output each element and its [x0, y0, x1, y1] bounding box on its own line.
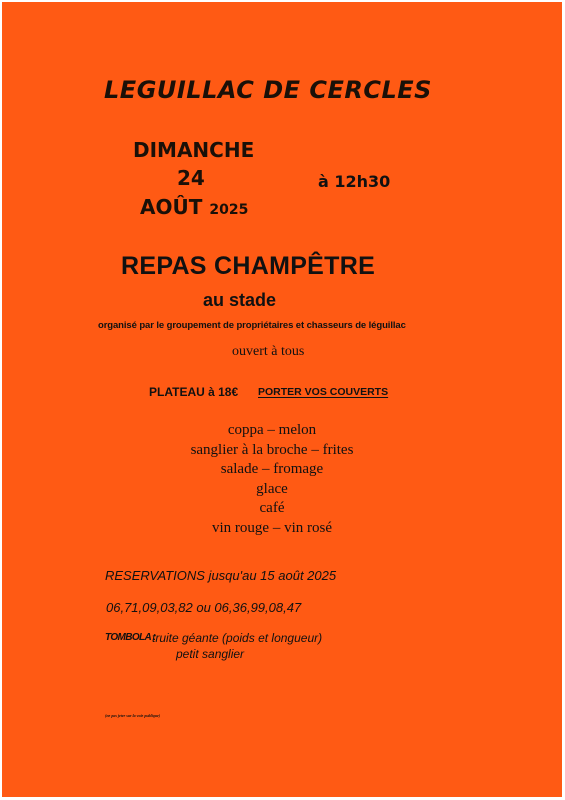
menu-item: sanglier à la broche – frites	[190, 441, 354, 458]
date-day: 24	[177, 166, 205, 190]
tombola-label: TOMBOLA :	[105, 632, 156, 643]
bring-cutlery-note: PORTER VOS COUVERTS	[258, 386, 389, 398]
date-month: AOÛT	[140, 195, 203, 219]
organizer-line: organisé par le groupement de propriétaires et chasseurs de léguillac	[98, 320, 406, 331]
menu-item: café	[259, 500, 285, 516]
menu-item: glace	[256, 480, 288, 497]
date-year: 2025	[209, 202, 249, 218]
phone-numbers: 06,71,09,03,82 ou 06,36,99,08,47	[106, 600, 302, 615]
menu-item: coppa – melon	[227, 422, 317, 438]
open-note: ouvert à tous	[232, 344, 305, 359]
date-weekday: DIMANCHE	[133, 138, 255, 162]
poster-title: LEGUILLAC DE CERCLES	[104, 76, 432, 104]
event-time: à 12h30	[318, 172, 391, 191]
event-location: au stade	[203, 290, 277, 310]
plateau-price: PLATEAU à 18€	[149, 385, 239, 399]
menu-item: vin rouge – vin rosé	[212, 519, 332, 536]
footnote: (ne pas jeter sur la voie publique)	[105, 713, 161, 718]
event-headline: REPAS CHAMPÊTRE	[121, 252, 376, 280]
tombola-prize: truite géante (poids et longueur)	[152, 631, 323, 645]
reservations-line: RESERVATIONS jusqu'au 15 août 2025	[105, 568, 337, 583]
menu-list	[152, 421, 392, 538]
menu-item: salade – fromage	[220, 461, 324, 477]
poster-sheet	[2, 2, 562, 797]
tombola-prize: petit sanglier	[176, 647, 245, 661]
date-month-year	[140, 195, 248, 219]
